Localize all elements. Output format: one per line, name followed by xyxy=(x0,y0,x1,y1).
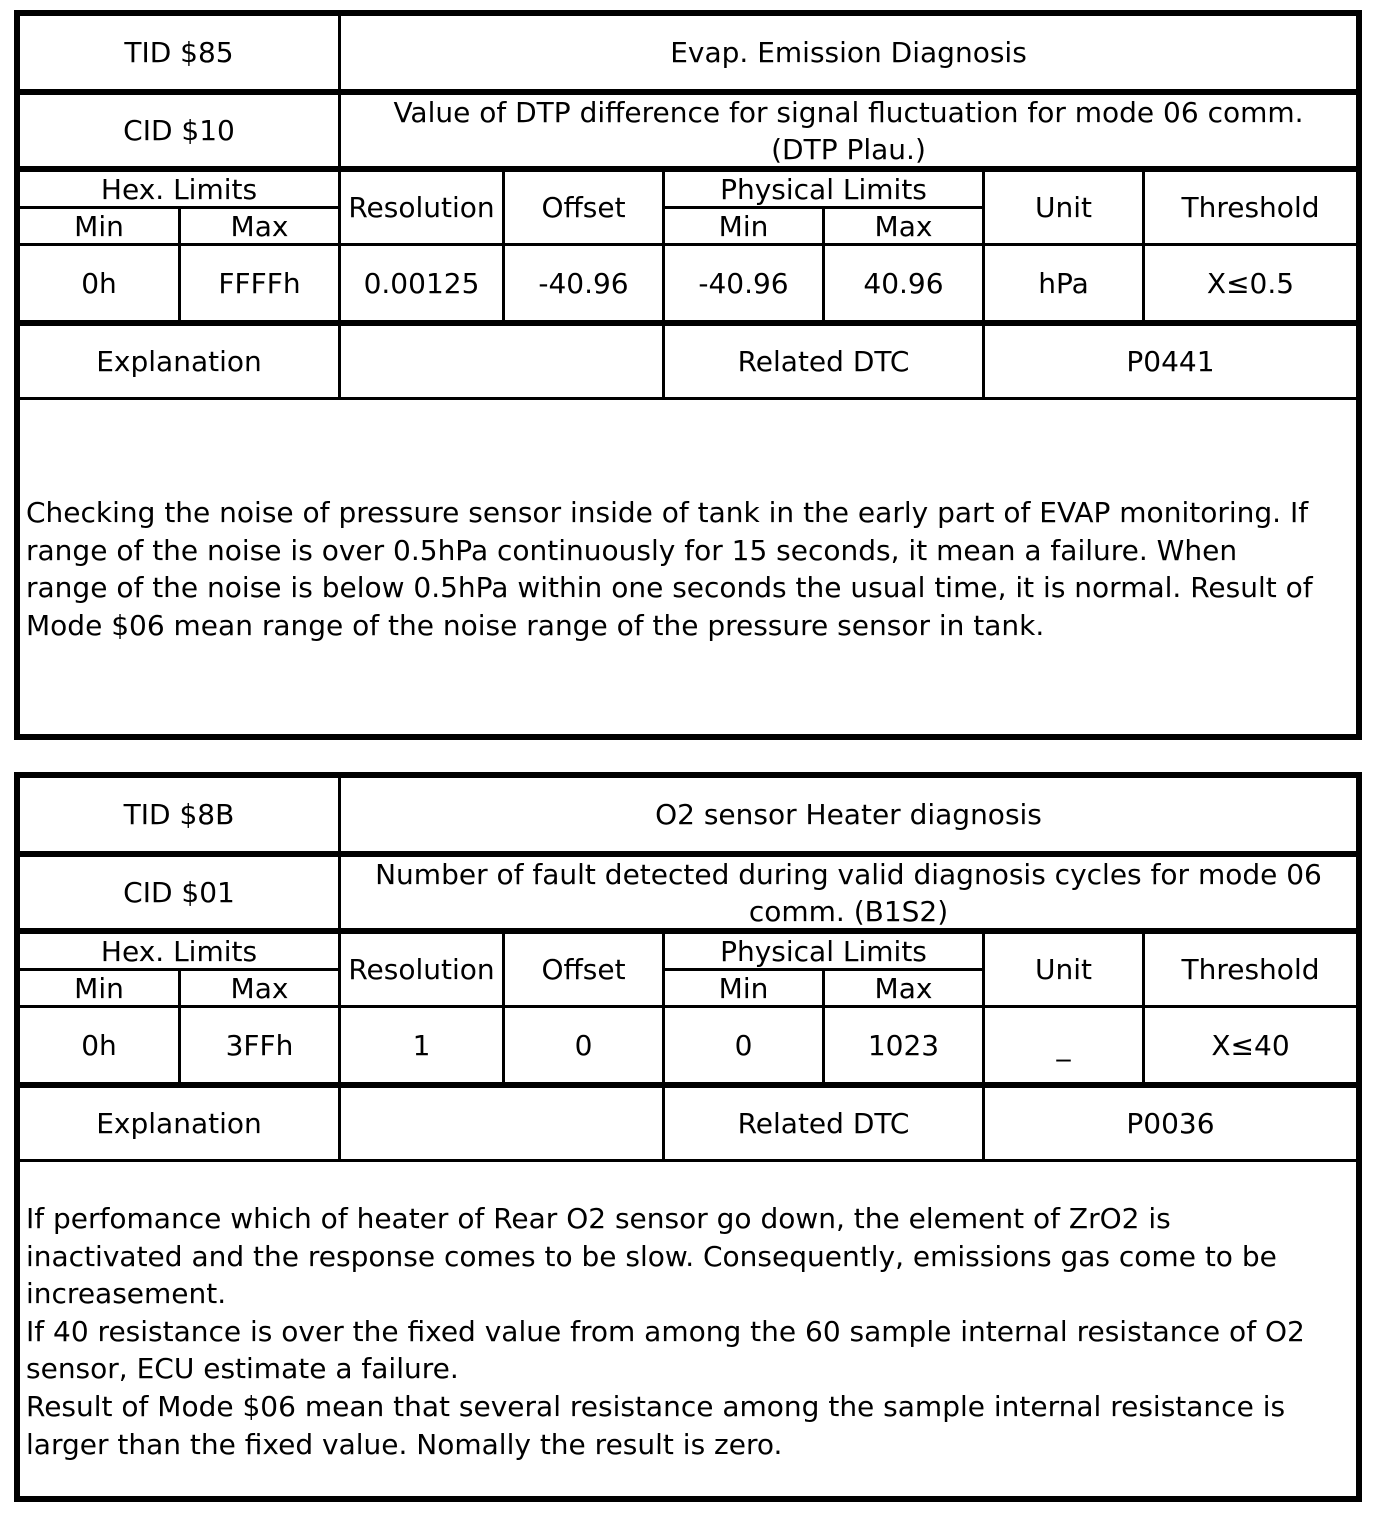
value-phys-min: -40.96 xyxy=(698,266,789,300)
explanation-line: inactivated and the response comes to be slow. Consequently, emissions gas come to be xyxy=(26,1239,1277,1273)
explanation-line: Result of Mode $06 mean that several resistance among the sample internal resistance is xyxy=(26,1389,1286,1423)
tid-label: TID $8B xyxy=(123,798,235,831)
explanation-line: sensor, ECU estimate a failure. xyxy=(26,1352,459,1386)
test-table-tid8b xyxy=(14,772,1362,1502)
header-hex-limits: Hex. Limits xyxy=(100,172,258,206)
value-hex-min: 0h xyxy=(81,266,117,300)
value-hex-max: FFFFh xyxy=(218,266,301,300)
related-dtc-value: P0036 xyxy=(1126,1107,1215,1140)
header-phys-min: Min xyxy=(718,971,769,1005)
header-phys-max: Max xyxy=(874,971,933,1005)
related-dtc-label: Related DTC xyxy=(737,345,910,378)
explanation-text xyxy=(26,1200,1350,1463)
header-threshold: Threshold xyxy=(1181,191,1320,224)
header-hex-max: Max xyxy=(230,971,289,1005)
tid-label: TID $85 xyxy=(124,36,234,69)
explanation-line: If perfomance which of heater of Rear O2 sensor go down, the element of ZrO2 is xyxy=(26,1202,1171,1235)
header-physical-limits: Physical Limits xyxy=(720,934,927,968)
value-phys-min: 0 xyxy=(734,1028,753,1062)
explanation-line: Mode $06 mean range of the noise range of the pressure sensor in tank. xyxy=(26,608,1045,642)
divider xyxy=(20,1159,1356,1162)
value-phys-max: 40.96 xyxy=(863,266,944,300)
test-table-tid85 xyxy=(14,10,1362,740)
header-resolution: Resolution xyxy=(348,953,495,986)
header-resolution: Resolution xyxy=(348,191,495,224)
header-hex-max: Max xyxy=(230,209,289,243)
header-hex-min: Min xyxy=(74,971,124,1005)
explanation-line: Checking the noise of pressure sensor inside of tank in the early part of EVAP monitoring. If xyxy=(26,496,1309,529)
divider xyxy=(20,397,1356,400)
related-dtc-label: Related DTC xyxy=(737,1107,910,1140)
explanation-line: increasement. xyxy=(26,1277,227,1311)
cid-description-line: Number of fault detected during valid diagnosis cycles for mode 06 xyxy=(375,857,1322,891)
header-physical-limits: Physical Limits xyxy=(720,172,927,206)
value-unit: hPa xyxy=(1038,266,1089,300)
explanation-line: larger than the fixed value. Nomally the result is zero. xyxy=(26,1427,783,1461)
cid-label: CID $10 xyxy=(123,114,235,147)
cid-description-line: comm. (B1S2) xyxy=(748,894,949,928)
cid-description-line: (DTP Plau.) xyxy=(771,132,926,166)
value-hex-min: 0h xyxy=(81,1028,117,1062)
value-offset: 0 xyxy=(574,1028,593,1062)
value-resolution: 1 xyxy=(412,1028,431,1062)
explanation-line: If 40 resistance is over the fixed value from among the 60 sample internal resistance of O2 xyxy=(26,1314,1305,1348)
tid-description: Evap. Emission Diagnosis xyxy=(670,36,1027,69)
explanation-line: range of the noise is over 0.5hPa continuously for 15 seconds, it mean a failure. When xyxy=(26,533,1238,567)
header-unit: Unit xyxy=(1035,953,1092,986)
value-offset: -40.96 xyxy=(538,266,629,300)
related-dtc-value: P0441 xyxy=(1126,345,1215,378)
tid-description: O2 sensor Heater diagnosis xyxy=(655,798,1042,831)
header-hex-limits: Hex. Limits xyxy=(100,934,258,968)
header-hex-min: Min xyxy=(74,209,124,243)
explanation-line: range of the noise is below 0.5hPa within one seconds the usual time, it is normal. Result of xyxy=(26,571,1313,605)
value-threshold: X≤40 xyxy=(1211,1028,1290,1062)
cid-label: CID $01 xyxy=(123,876,235,909)
explanation-text xyxy=(26,494,1350,644)
value-phys-max: 1023 xyxy=(867,1028,940,1062)
value-unit: _ xyxy=(1056,1028,1071,1062)
cid-description-line: Value of DTP difference for signal fluctuation for mode 06 comm. xyxy=(393,95,1304,129)
header-offset: Offset xyxy=(541,953,626,986)
header-phys-min: Min xyxy=(718,209,769,243)
value-hex-max: 3FFh xyxy=(225,1028,294,1062)
explanation-label: Explanation xyxy=(96,1107,262,1140)
value-resolution: 0.00125 xyxy=(363,266,480,300)
cid-description xyxy=(341,95,1356,166)
header-offset: Offset xyxy=(541,191,626,224)
explanation-label: Explanation xyxy=(96,345,262,378)
header-phys-max: Max xyxy=(874,209,933,243)
header-threshold: Threshold xyxy=(1181,953,1320,986)
cid-description xyxy=(341,857,1356,928)
value-threshold: X≤0.5 xyxy=(1206,266,1295,300)
header-unit: Unit xyxy=(1035,191,1092,224)
